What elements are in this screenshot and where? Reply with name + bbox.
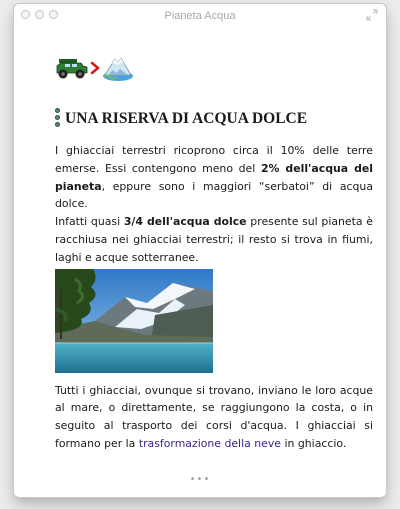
window-controls (21, 10, 58, 19)
paragraph-1-bold: 2% dell'acqua del pianeta (55, 161, 373, 193)
fullscreen-icon[interactable] (366, 9, 378, 21)
jeep-icon[interactable] (55, 56, 89, 80)
paragraph-2-text-b: presente sul pianeta è racchiusa nei ghiacciai terrestri; il resto si trova in fiumi, laghi e acque sotterranee. (55, 215, 373, 264)
breadcrumb (55, 52, 373, 84)
window-title: Pianeta Acqua (164, 10, 236, 22)
paragraph-1-text-a: I ghiacciai terrestri ricoprono circa il 10% delle terre emerse. Essi contengono meno del (55, 144, 373, 175)
more-pages-indicator[interactable]: ••• (189, 474, 211, 485)
paragraph-3-text-a: Tutti i ghiacciai, ovunque si trovano, inviano le loro acque al mare, o direttamente, se raggiungono la costa, o in seguito al trasporto dei corsi d'acqua. I ghiacciai si formano per la (55, 383, 373, 450)
paragraph-3 (55, 382, 373, 453)
zoom-window-button[interactable] (49, 10, 58, 19)
paragraph-1-text-b: , eppure sono i maggiori “serbatoi” di acqua dolce. (55, 179, 373, 211)
snow-transformation-link[interactable]: trasformazione della neve (138, 436, 281, 450)
paragraph-2-bold: 3/4 dell'acqua dolce (123, 215, 247, 229)
section-title: UNA RISERVA DI ACQUA DOLCE (65, 110, 308, 127)
three-dots-icon (55, 108, 60, 128)
close-window-button[interactable] (21, 10, 30, 19)
glacier-lake-photo (55, 269, 213, 373)
paragraph-2-text-a: Infatti quasi (55, 215, 124, 229)
reader-window (14, 4, 386, 497)
mountain-lake-icon[interactable] (101, 54, 135, 82)
minimize-window-button[interactable] (35, 10, 44, 19)
title-bar (14, 4, 386, 26)
chevron-right-icon (89, 60, 101, 76)
page-content (55, 52, 373, 453)
paragraph-2 (55, 213, 373, 266)
paragraph-3-text-b: in ghiaccio. (281, 436, 347, 450)
paragraph-1 (55, 142, 373, 213)
section-heading (55, 98, 373, 128)
